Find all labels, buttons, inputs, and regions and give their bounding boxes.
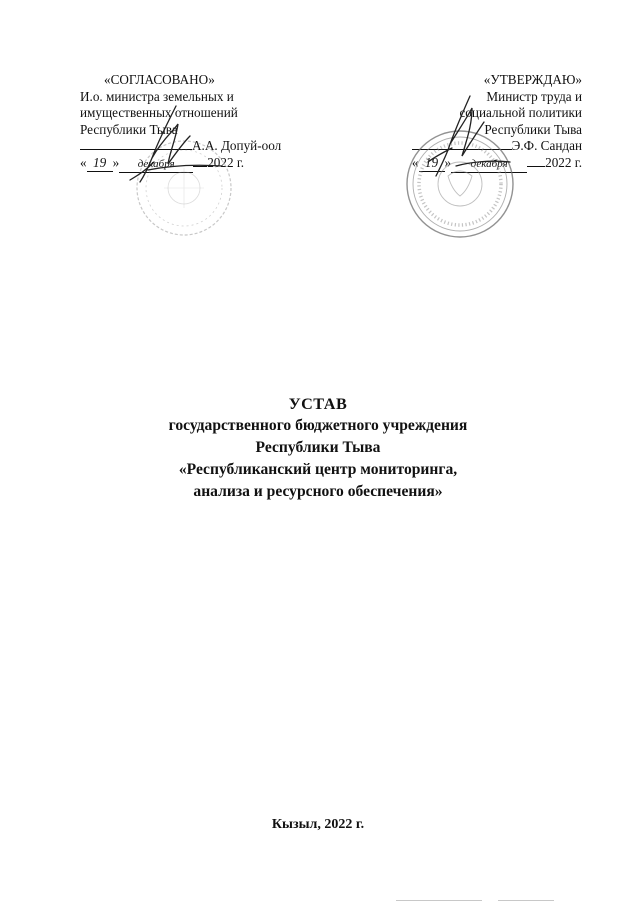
approval-date-year-left: 2022 г.	[207, 154, 245, 170]
approval-region-left: Республики Тыва	[80, 121, 178, 137]
document-title-block	[0, 393, 636, 503]
approval-region-right: Республики Тыва	[484, 121, 582, 137]
approval-date-month-left: декабря	[119, 156, 193, 174]
approval-signature-line-right	[380, 138, 582, 155]
document-title: УСТАВ	[288, 395, 348, 413]
document-subtitle-4: анализа и ресурсного обеспечения»	[193, 483, 443, 500]
scan-artifact	[396, 900, 482, 901]
approval-signer-right: Э.Ф. Сандан	[511, 138, 582, 153]
approval-position-right-1: Министр труда и	[486, 88, 582, 104]
approval-date-left: « 19 » декабря 2022 г.	[80, 155, 300, 174]
approval-date-day-right: 19	[419, 155, 445, 173]
approval-date-month-right: декабря	[451, 156, 527, 174]
scan-artifact	[498, 900, 554, 901]
approval-date-right: « 19 » декабря 2022 г.	[380, 155, 582, 174]
approval-position-right-2: социальной политики	[459, 105, 582, 120]
document-subtitle-2: Республики Тыва	[255, 439, 381, 456]
approval-block-left	[80, 72, 300, 173]
approval-heading-right: «УТВЕРЖДАЮ»	[483, 72, 582, 87]
approval-heading-left: «СОГЛАСОВАНО»	[104, 72, 215, 87]
approval-signature-line-left	[80, 138, 300, 155]
approval-block-right	[380, 72, 582, 173]
document-subtitle-1: государственного бюджетного учреждения	[168, 417, 468, 434]
approval-signer-left: А.А. Допуй-оол	[192, 138, 282, 153]
approval-date-day-left: 19	[87, 155, 113, 173]
approval-date-year-right: 2022 г.	[545, 154, 582, 170]
approval-position-left-1: И.о. министра земельных и	[80, 88, 234, 104]
approval-position-left-2: имущественных отношений	[80, 105, 238, 120]
document-subtitle-3: «Республиканский центр мониторинга,	[178, 461, 458, 478]
document-place-year: Кызыл, 2022 г.	[271, 817, 365, 832]
